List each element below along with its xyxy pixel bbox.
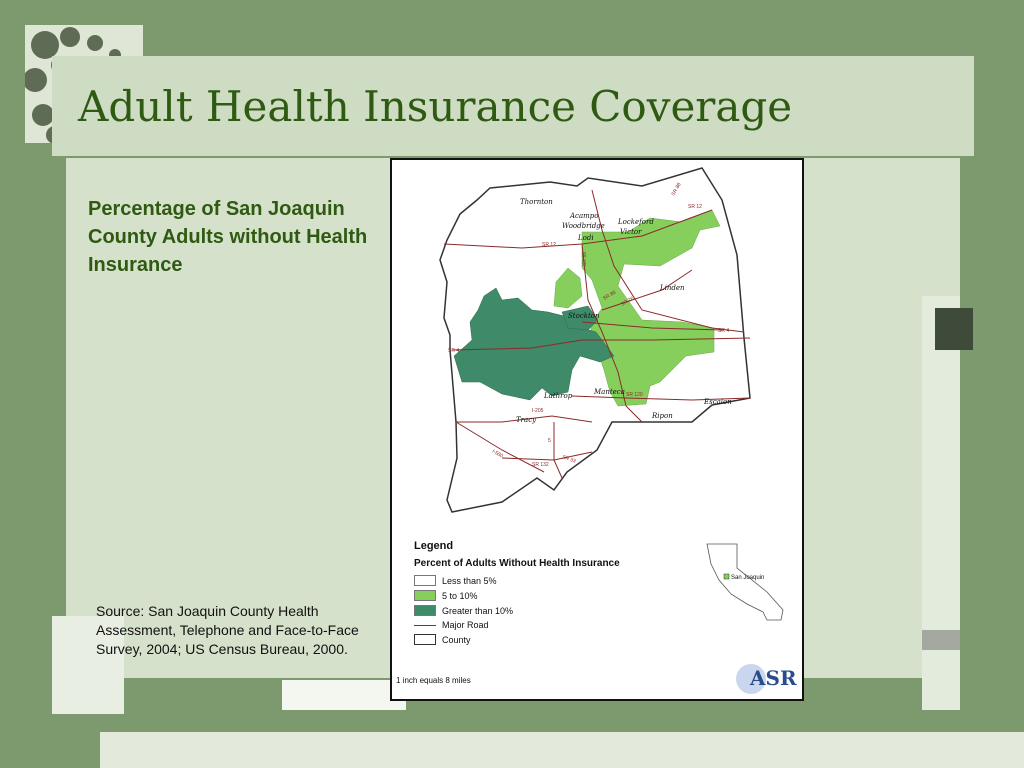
road-label: 5 [548, 438, 551, 444]
legend-subheading: Percent of Adults Without Health Insurance [414, 558, 620, 569]
inset-label: San Joaquin [731, 575, 765, 581]
swatch-road [414, 625, 436, 626]
legend-label: Major Road [442, 620, 489, 630]
asr-logo [736, 662, 800, 696]
place-label: Lathrop [544, 392, 573, 400]
legend-item-road [414, 620, 654, 630]
road-label: SR 132 [532, 462, 549, 468]
legend-item-low [414, 575, 654, 586]
swatch-county [414, 634, 436, 645]
source-note: Source: San Joaquin County Health Assessment, Telephone and Face-to-Face Survey, 2004; US Census Bureau, 2000. [96, 603, 359, 657]
road-label: SR 12 [688, 204, 702, 210]
legend-item-mid [414, 590, 654, 601]
map-panel [390, 158, 804, 701]
place-label: Tracy [516, 416, 537, 424]
place-label: Stockton [568, 312, 600, 320]
road-label: I-205 [532, 408, 544, 414]
road-label: SR 4 [448, 348, 460, 354]
place-label: Woodbridge [562, 222, 605, 230]
decor-gray-bar [922, 630, 960, 650]
decor-bottom-white [282, 680, 406, 710]
swatch-mid [414, 590, 436, 601]
asr-logo-text: ASR [750, 666, 797, 690]
road-label: SR 88 [602, 289, 618, 302]
california-outline [707, 544, 783, 620]
legend-label: Less than 5% [442, 575, 497, 586]
road-label: SR 26 [620, 295, 636, 308]
place-label: Manteca [594, 388, 625, 396]
san-joaquin-marker [724, 574, 729, 579]
decor-bottom-band [100, 732, 1024, 768]
inset-map [697, 540, 797, 624]
road-label: SR 120 [626, 392, 643, 398]
road-label: I-580 [491, 448, 504, 460]
swatch-high [414, 605, 436, 616]
scale-note: 1 inch equals 8 miles [396, 676, 471, 685]
legend-item-county [414, 634, 654, 645]
legend-label: 5 to 10% [442, 590, 478, 601]
legend-label: Greater than 10% [442, 605, 514, 616]
place-label: Lockeford [618, 218, 654, 226]
legend-label: County [442, 634, 471, 645]
legend-heading: Legend [414, 540, 454, 552]
map-subtitle: Percentage of San Joaquin County Adults without Health Insurance [88, 198, 368, 276]
place-label: Acampo [570, 212, 599, 220]
decor-dark-square [935, 308, 973, 350]
place-label: Escalon [704, 398, 732, 406]
legend [414, 540, 654, 645]
road-label: SR 88 [670, 181, 683, 197]
place-label: Thornton [520, 198, 553, 206]
place-label: Lodi [578, 234, 594, 242]
road-label: SR 12 [542, 242, 556, 248]
legend-item-high [414, 605, 654, 616]
place-label: Victor [620, 228, 642, 236]
slide-title: Adult Health Insurance Coverage [78, 82, 793, 131]
road-label: SR 33 [561, 454, 577, 465]
road-label: SR 99 [582, 252, 588, 266]
road-label: SR 4 [718, 328, 730, 334]
swatch-low [414, 575, 436, 586]
place-label: Linden [660, 284, 685, 292]
place-label: Ripon [652, 412, 673, 420]
